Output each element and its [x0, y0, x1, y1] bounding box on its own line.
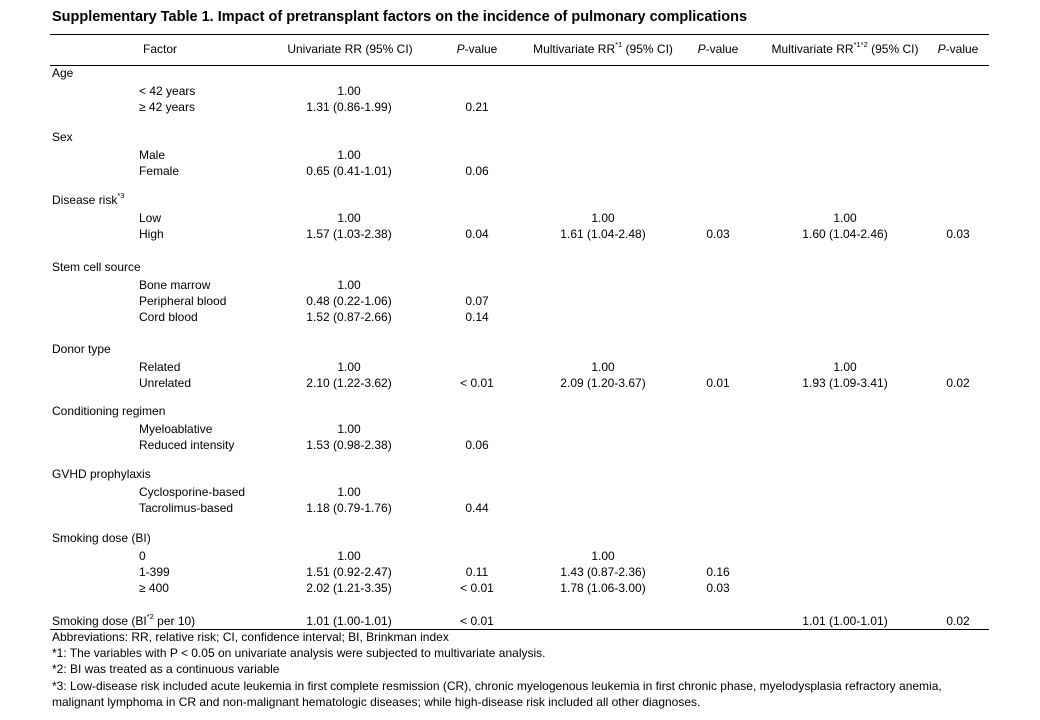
cell-p-value-3: 0.03: [946, 227, 970, 241]
cell-multivariate-2: 1.01 (1.00-1.01): [802, 614, 888, 628]
cell-univariate: 1.18 (0.79-1.76): [306, 501, 392, 515]
row-label: Cyclosporine-based: [139, 485, 246, 499]
group-label: Sex: [52, 130, 73, 144]
group-label: Stem cell source: [52, 260, 141, 274]
cell-p-value-1: < 0.01: [460, 376, 494, 390]
row-label: ≥ 400: [139, 581, 169, 595]
footnote-2: *2: BI was treated as a continuous variable: [52, 662, 280, 676]
table-title: Supplementary Table 1. Impact of pretransplant factors on the incidence of pulmonary complications: [52, 9, 748, 25]
cell-p-value-1: 0.04: [465, 227, 489, 241]
cell-univariate: 1.51 (0.92-2.47): [306, 565, 392, 579]
row-label: Unrelated: [139, 376, 192, 390]
cell-univariate: 1.00: [337, 422, 361, 436]
group-label: Age: [52, 66, 74, 80]
cell-univariate: 1.00: [337, 278, 361, 292]
row-label: 0: [139, 549, 146, 563]
header-p-value-1: P-value: [456, 42, 498, 56]
row-label: Bone marrow: [139, 278, 211, 292]
cell-p-value-1: 0.06: [465, 164, 489, 178]
row-label: Reduced intensity: [139, 438, 235, 452]
cell-univariate: 1.31 (0.86-1.99): [306, 100, 392, 114]
row-label: Peripheral blood: [139, 294, 227, 308]
header-p-value-3: P-value: [937, 42, 979, 56]
row-label: Female: [139, 164, 180, 178]
row-label: Myeloablative: [139, 422, 213, 436]
cell-p-value-2: 0.03: [706, 581, 730, 595]
cell-p-value-1: < 0.01: [460, 614, 494, 628]
cell-univariate: 1.01 (1.00-1.01): [306, 614, 392, 628]
cell-univariate: 1.00: [337, 549, 361, 563]
cell-multivariate-2: 1.93 (1.09-3.41): [802, 376, 888, 390]
cell-p-value-3: 0.02: [946, 376, 970, 390]
cell-multivariate-1: 2.09 (1.20-3.67): [560, 376, 646, 390]
header-rule: [50, 65, 989, 66]
cell-p-value-1: 0.06: [465, 438, 489, 452]
cell-univariate: 1.00: [337, 148, 361, 162]
cell-p-value-1: 0.14: [465, 310, 489, 324]
header-multivariate-rr-2: Multivariate $RR^{*1*2}$ (95% CI): [771, 40, 919, 56]
cell-multivariate-2: 1.60 (1.04-2.46): [802, 227, 888, 241]
cell-p-value-1: 0.07: [465, 294, 489, 308]
cell-multivariate-2: 1.00: [833, 211, 857, 225]
header-p-value-2: P-value: [697, 42, 739, 56]
cell-univariate: 1.00: [337, 360, 361, 374]
cell-univariate: 1.57 (1.03-2.38): [306, 227, 392, 241]
cell-univariate: 1.52 (0.87-2.66): [306, 310, 392, 324]
cell-multivariate-2: 1.00: [833, 360, 857, 374]
row-label: Tacrolimus-based: [139, 501, 234, 515]
row-label: Low: [139, 211, 162, 225]
group-label: Conditioning regimen: [52, 404, 166, 418]
top-rule: [50, 34, 989, 35]
cell-p-value-1: 0.11: [465, 565, 489, 579]
row-label-smoking-continuous: Smoking dose (BI$^{*2}$ per 10): [52, 612, 196, 628]
cell-multivariate-1: 1.78 (1.06-3.00): [560, 581, 646, 595]
cell-multivariate-1: 1.00: [591, 211, 615, 225]
header-factor: Factor: [142, 42, 178, 56]
header-univariate-rr: Univariate RR (95% CI): [287, 42, 413, 56]
row-label: Cord blood: [139, 310, 198, 324]
row-label: ≥ 42 years: [139, 100, 195, 114]
cell-univariate: 0.48 (0.22-1.06): [306, 294, 392, 308]
cell-multivariate-1: 1.61 (1.04-2.48): [560, 227, 646, 241]
cell-multivariate-1: 1.00: [591, 549, 615, 563]
row-label: Male: [139, 148, 166, 162]
cell-univariate: 1.00: [337, 211, 361, 225]
row-label: High: [139, 227, 164, 241]
group-label: Smoking dose (BI): [52, 531, 151, 545]
row-label: < 42 years: [139, 84, 196, 98]
cell-univariate: 0.65 (0.41-1.01): [306, 164, 392, 178]
cell-p-value-1: 0.44: [465, 501, 489, 515]
cell-p-value-2: 0.16: [706, 565, 730, 579]
cell-p-value-2: 0.03: [706, 227, 730, 241]
cell-p-value-1: 0.21: [465, 100, 489, 114]
cell-univariate: 2.02 (1.21-3.35): [306, 581, 392, 595]
footnote-3: *3: Low-disease risk included acute leukemia in first complete resmission (CR), chronic myelogenous leukemia in first chronic phase, myelodysplasia refractory anemia, malignant lymphoma in CR and non-malignant hematologic diseases; while high-disease risk included all other diagnoses.: [52, 679, 942, 709]
cell-p-value-3: 0.02: [946, 614, 970, 628]
group-label: Donor type: [52, 342, 111, 356]
cell-p-value-1: < 0.01: [460, 581, 494, 595]
row-label: Related: [139, 360, 181, 374]
header-multivariate-rr-1: Multivariate RR$^{*1}$ (95% CI): [533, 40, 673, 56]
cell-univariate: 1.00: [337, 485, 361, 499]
row-label: 1-399: [139, 565, 170, 579]
cell-p-value-2: 0.01: [706, 376, 730, 390]
footnote-1: *1: The variables with P < 0.05 on univariate analysis were subjected to multivariate analysis.: [52, 646, 546, 660]
cell-univariate: 1.53 (0.98-2.38): [306, 438, 392, 452]
footnote-abbreviations: Abbreviations: RR, relative risk; CI, confidence interval; BI, Brinkman index: [52, 630, 449, 644]
cell-multivariate-1: 1.00: [591, 360, 615, 374]
cell-multivariate-1: 1.43 (0.87-2.36): [560, 565, 646, 579]
group-label: Disease risk$^{*3}$: [52, 191, 125, 207]
group-label: GVHD prophylaxis: [52, 467, 151, 481]
cell-univariate: 1.00: [337, 84, 361, 98]
cell-univariate: 2.10 (1.22-3.62): [306, 376, 392, 390]
